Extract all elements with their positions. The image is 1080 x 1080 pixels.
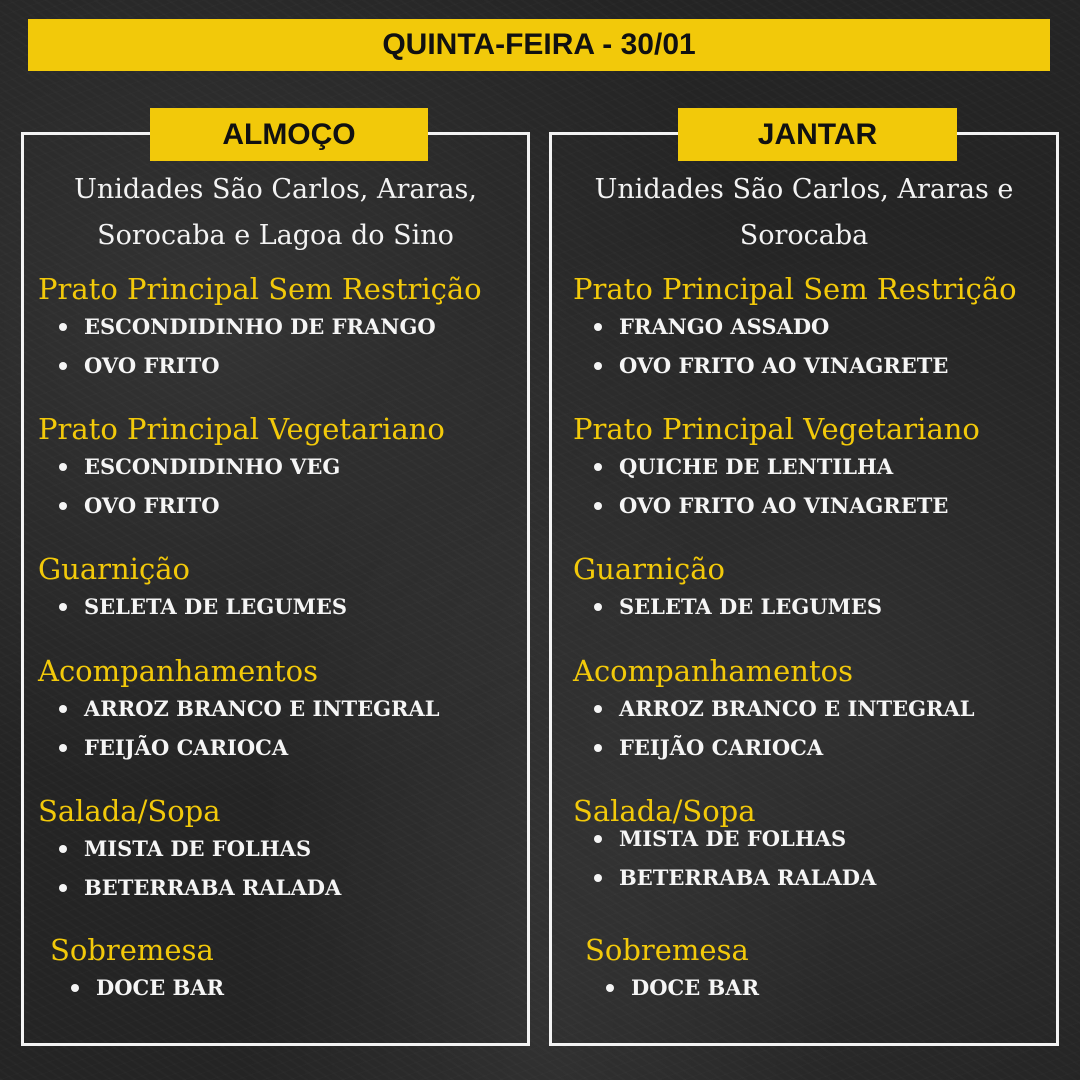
list-item: QUICHE DE LENTILHA bbox=[573, 447, 1050, 486]
bullet-icon bbox=[71, 984, 79, 992]
list-item: SELETA DE LEGUMES bbox=[573, 587, 1050, 626]
day-banner bbox=[28, 19, 1050, 71]
lunch-units-line1: Unidades São Carlos, Araras, bbox=[74, 174, 477, 205]
dinner-salad-section bbox=[573, 793, 1050, 897]
lunch-veg-section bbox=[38, 411, 521, 525]
lunch-panel bbox=[21, 117, 530, 1046]
bullet-icon bbox=[59, 744, 67, 752]
bullet-icon bbox=[59, 884, 67, 892]
dinner-panel bbox=[549, 117, 1059, 1046]
section-title: Sobremesa bbox=[585, 933, 749, 967]
bullet-icon bbox=[594, 603, 602, 611]
dinner-units-line2: Sorocaba bbox=[739, 220, 869, 251]
bullet-icon bbox=[59, 463, 67, 471]
bullet-icon bbox=[594, 323, 602, 331]
lunch-units bbox=[34, 167, 517, 259]
bullet-icon bbox=[59, 705, 67, 713]
list-item: MISTA DE FOLHAS bbox=[573, 819, 1050, 858]
list-item: ESCONDIDINHO VEG bbox=[38, 447, 521, 486]
bullet-icon bbox=[594, 502, 602, 510]
dinner-label: JANTAR bbox=[757, 117, 878, 151]
dinner-accomp-section bbox=[573, 653, 1050, 767]
section-title: Salada/Sopa bbox=[573, 794, 756, 828]
bullet-icon bbox=[59, 502, 67, 510]
list-item: SELETA DE LEGUMES bbox=[38, 587, 521, 626]
dinner-dessert-section bbox=[585, 932, 1050, 1007]
list-item: BETERRABA RALADA bbox=[573, 858, 1050, 897]
list-item: OVO FRITO bbox=[38, 346, 521, 385]
list-item: DOCE BAR bbox=[50, 968, 521, 1007]
section-title: Acompanhamentos bbox=[573, 654, 853, 688]
list-item: ARROZ BRANCO E INTEGRAL bbox=[38, 689, 521, 728]
bullet-icon bbox=[594, 874, 602, 882]
bullet-icon bbox=[59, 362, 67, 370]
bullet-icon bbox=[594, 362, 602, 370]
list-item: OVO FRITO AO VINAGRETE bbox=[573, 346, 1050, 385]
section-title: Acompanhamentos bbox=[38, 654, 318, 688]
list-item: ARROZ BRANCO E INTEGRAL bbox=[573, 689, 1050, 728]
day-title: QUINTA-FEIRA - 30/01 bbox=[382, 28, 696, 61]
list-item: MISTA DE FOLHAS bbox=[38, 829, 521, 868]
bullet-icon bbox=[594, 744, 602, 752]
list-item: ESCONDIDINHO DE FRANGO bbox=[38, 307, 521, 346]
section-title: Prato Principal Vegetariano bbox=[38, 412, 445, 446]
section-title: Prato Principal Sem Restrição bbox=[38, 272, 482, 306]
lunch-accomp-section bbox=[38, 653, 521, 767]
section-title: Sobremesa bbox=[50, 933, 214, 967]
bullet-icon bbox=[59, 603, 67, 611]
lunch-tab bbox=[150, 108, 428, 161]
list-item: FEIJÃO CARIOCA bbox=[573, 728, 1050, 767]
dinner-units bbox=[562, 167, 1046, 259]
bullet-icon bbox=[59, 323, 67, 331]
section-title: Salada/Sopa bbox=[38, 794, 221, 828]
section-title: Guarnição bbox=[573, 552, 725, 586]
list-item: FRANGO ASSADO bbox=[573, 307, 1050, 346]
list-item: DOCE BAR bbox=[585, 968, 1050, 1007]
lunch-label: ALMOÇO bbox=[222, 117, 356, 151]
section-title: Prato Principal Vegetariano bbox=[573, 412, 980, 446]
dinner-units-line1: Unidades São Carlos, Araras e bbox=[594, 174, 1014, 205]
section-title: Guarnição bbox=[38, 552, 190, 586]
bullet-icon bbox=[606, 984, 614, 992]
list-item: OVO FRITO bbox=[38, 486, 521, 525]
lunch-main-section bbox=[38, 271, 521, 385]
list-item: FEIJÃO CARIOCA bbox=[38, 728, 521, 767]
bullet-icon bbox=[594, 705, 602, 713]
dinner-main-section bbox=[573, 271, 1050, 385]
list-item: BETERRABA RALADA bbox=[38, 868, 521, 907]
bullet-icon bbox=[59, 845, 67, 853]
bullet-icon bbox=[594, 463, 602, 471]
bullet-icon bbox=[594, 835, 602, 843]
section-title: Prato Principal Sem Restrição bbox=[573, 272, 1017, 306]
lunch-dessert-section bbox=[50, 932, 521, 1007]
lunch-salad-section bbox=[38, 793, 521, 907]
lunch-side-section bbox=[38, 551, 521, 626]
dinner-tab bbox=[678, 108, 957, 161]
lunch-units-line2: Sorocaba e Lagoa do Sino bbox=[97, 220, 454, 251]
dinner-veg-section bbox=[573, 411, 1050, 525]
list-item: OVO FRITO AO VINAGRETE bbox=[573, 486, 1050, 525]
dinner-side-section bbox=[573, 551, 1050, 626]
